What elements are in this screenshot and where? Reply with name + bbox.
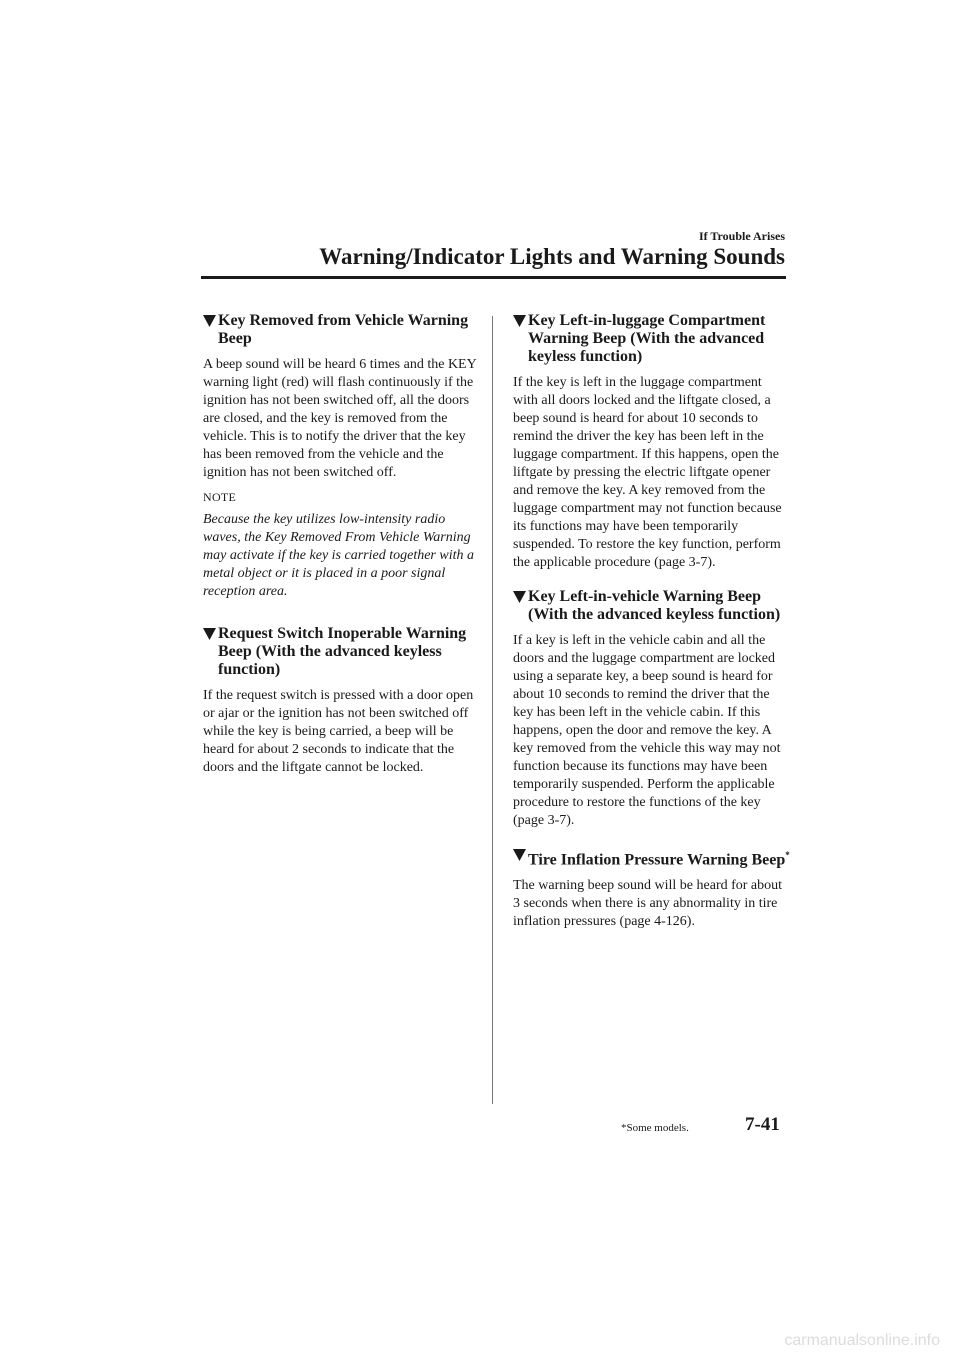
heading-text: Key Left-in-luggage Compartment Warning Beep (With the advanced keyless function)	[528, 312, 766, 365]
heading-text: Key Left-in-vehicle Warning Beep (With the advanced keyless function)	[528, 588, 781, 623]
heading-text: Key Removed from Vehicle Warning Beep	[218, 312, 469, 347]
left-column	[203, 312, 478, 785]
paragraph: The warning beep sound will be heard for about 3 seconds when there is any abnormality in tire inflation pressures (page 4-126).	[513, 878, 783, 930]
page-number: 7-41	[745, 1114, 780, 1135]
some-models-marker: *	[785, 850, 790, 860]
triangle-down-icon	[203, 625, 218, 679]
heading-label: Tire Inflation Pressure Warning Beep	[528, 851, 786, 869]
paragraph: A beep sound will be heard 6 times and the KEY warning light (red) will flash continuously if the ignition has not been switched off, all the doors are closed, and the key is removed from the vehicle. This is to notify the driver that the key has been removed from the vehicle and the ignition has not been switched off.	[203, 357, 477, 480]
page-section-title: Warning/Indicator Lights and Warning Sounds	[319, 244, 785, 269]
footnote: *Some models.	[621, 1122, 689, 1134]
section-heading	[513, 846, 790, 869]
section-heading	[513, 312, 790, 366]
right-column	[513, 312, 790, 939]
watermark: carmanualsonline.info	[784, 1332, 940, 1349]
heading-text	[528, 846, 790, 869]
note-label: NOTE	[203, 490, 237, 504]
triangle-down-icon	[513, 846, 528, 869]
column-divider	[492, 316, 493, 1104]
header-rule	[201, 276, 786, 279]
paragraph: If a key is left in the vehicle cabin and all the doors and the luggage compartment are locked using a separate key, a beep sound is heard for about 10 seconds to remind the driver that the key has been left in the vehicle cabin. If this happens, open the door and remove the key. A key removed from the vehicle this way may not function because its functions may have been temporarily suspended. Perform the applicable procedure to restore the functions of the key (page 3-7).	[513, 633, 781, 828]
triangle-down-icon	[203, 312, 218, 348]
paragraph: If the key is left in the luggage compartment with all doors locked and the liftgate closed, a beep sound is heard for about 10 seconds to remind the driver the key has been left in the luggage compartment. If this happens, open the liftgate by pressing the electric liftgate opener and remove the key. A key removed from the luggage compartment may not function because its functions may have been temporarily suspended. To restore the key function, perform the applicable procedure (page 3-7).	[513, 375, 782, 570]
note-text: Because the key utilizes low-intensity radio waves, the Key Removed From Vehicle Warning may activate if the key is carried together with a metal object or it is placed in a poor signal reception area.	[203, 512, 474, 599]
triangle-down-icon	[513, 588, 528, 624]
section-heading	[513, 588, 790, 624]
chapter-label: If Trouble Arises	[698, 229, 785, 243]
paragraph: If the request switch is pressed with a door open or ajar or the ignition has not been switched off while the key is being carried, a beep will be heard for about 2 seconds to indicate that the doors and the liftgate cannot be locked.	[203, 688, 474, 775]
triangle-down-icon	[513, 312, 528, 366]
section-heading	[203, 625, 478, 679]
heading-text: Request Switch Inoperable Warning Beep (With the advanced keyless function)	[218, 625, 467, 678]
section-heading	[203, 312, 478, 348]
